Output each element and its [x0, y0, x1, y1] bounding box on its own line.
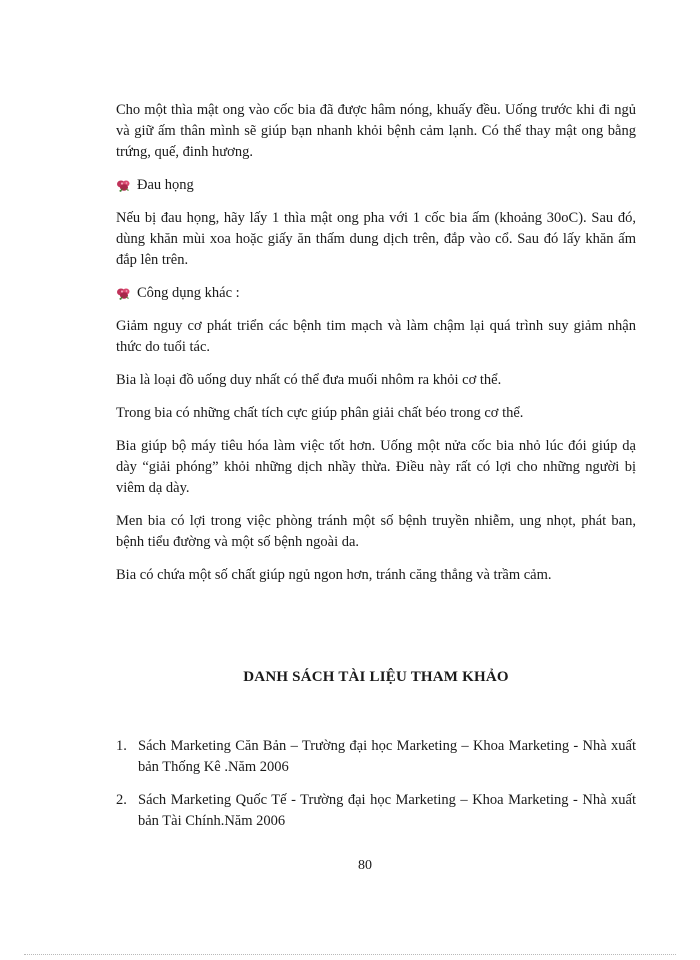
flower-bullet-icon	[116, 179, 132, 193]
reference-text: Sách Marketing Căn Bản – Trường đại học Marketing – Khoa Marketing - Nhà xuất bản Thống Kê .Năm 2006	[138, 738, 636, 775]
page-number: 80	[358, 858, 372, 873]
paragraph-other-use-4: Bia giúp bộ máy tiêu hóa làm việc tốt hơn. Uống một nửa cốc bia nhỏ lúc đói giúp dạ dày “giải phóng” khỏi những dịch nhầy thừa. Điều này rất có lợi cho những người bị viêm dạ dày.	[116, 438, 636, 496]
paragraph-other-use-2: Bia là loại đồ uống duy nhất có thể đưa muối nhôm ra khỏi cơ thể.	[116, 372, 502, 388]
reference-number: 2.	[116, 792, 127, 808]
paragraph-intro: Cho một thìa mật ong vào cốc bia đã được hâm nóng, khuấy đều. Uống trước khi đi ngủ và giữ ấm thân mình sẽ giúp bạn nhanh khỏi bệnh cảm lạnh. Có thể thay mật ong bằng trứng, quế, đinh hương.	[116, 102, 636, 160]
section-heading-sore-throat	[116, 175, 636, 196]
paragraph-other-use-5: Men bia có lợi trong việc phòng tránh một số bệnh truyền nhiễm, ung nhọt, phát ban, bệnh tiểu đường và một số bệnh ngoài da.	[116, 513, 636, 550]
paragraph-other-use-6: Bia có chứa một số chất giúp ngủ ngon hơn, tránh căng thẳng và trầm cảm.	[116, 567, 552, 583]
paragraph-other-use-1: Giảm nguy cơ phát triển các bệnh tim mạch và làm chậm lại quá trình suy giảm nhận thức do tuổi tác.	[116, 318, 636, 355]
footer-divider	[24, 954, 676, 955]
section-heading-text: Đau họng	[137, 177, 194, 193]
body-text	[116, 100, 636, 598]
flower-bullet-icon	[116, 287, 132, 301]
references-title: DANH SÁCH TÀI LIỆU THAM KHẢO	[243, 669, 509, 685]
reference-item	[116, 790, 636, 832]
paragraph-other-use-3: Trong bia có những chất tích cực giúp phân giải chất béo trong cơ thể.	[116, 405, 524, 421]
section-heading-other-uses	[116, 283, 636, 304]
reference-item	[116, 736, 636, 778]
paragraph-sore-throat: Nếu bị đau họng, hãy lấy 1 thìa mật ong pha với 1 cốc bia ấm (khoảng 30oC). Sau đó, dùng khăn mùi xoa hoặc giấy ăn thấm dung dịch trên, đắp vào cổ. Sau đó lấy khăn ấm đắp lên trên.	[116, 210, 636, 268]
reference-number: 1.	[116, 738, 127, 754]
references-list	[116, 736, 636, 844]
section-heading-text: Công dụng khác :	[137, 285, 240, 301]
reference-text: Sách Marketing Quốc Tế - Trường đại học Marketing – Khoa Marketing - Nhà xuất bản Tài Chính.Năm 2006	[138, 792, 636, 829]
